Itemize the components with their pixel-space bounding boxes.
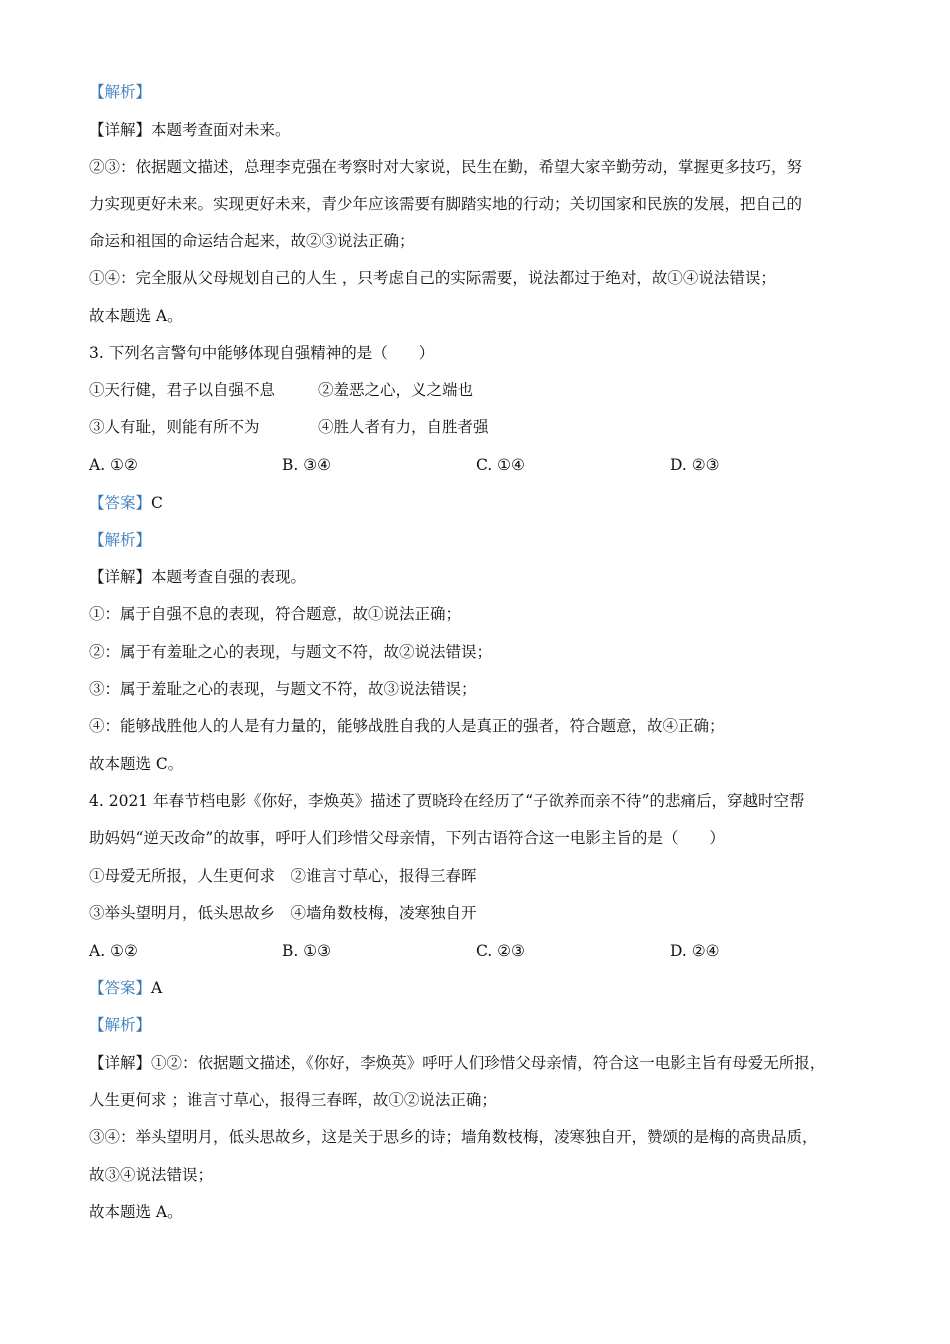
explanation-line: ①：属于自强不息的表现，符合题意，故①说法正确； <box>89 605 462 623</box>
explanation-line: 力实现更好未来。实现更好未来，青少年应该需要有脚踏实地的行动；关切国家和民族的发展，把自己的 <box>89 195 803 213</box>
analysis-tag: 【解析】 <box>89 83 152 101</box>
option-a: A. ①② <box>89 456 138 474</box>
statement-item: ③人有耻，则能有所不为 <box>89 418 260 436</box>
answer-tag: 【答案】 <box>89 494 152 512</box>
option-d: D. ②④ <box>670 942 720 960</box>
detail-line: 【详解】本题考查自强的表现。 <box>89 568 307 586</box>
detail-line: 【详解】本题考查面对未来。 <box>89 121 291 139</box>
explanation-line: ④：能够战胜他人的人是有力量的，能够战胜自我的人是真正的强者，符合题意，故④正确； <box>89 717 725 735</box>
option-a: A. ①② <box>89 942 138 960</box>
answer-value: C <box>151 494 163 512</box>
explanation-line: 故③④说法错误； <box>89 1166 214 1184</box>
analysis-tag: 【解析】 <box>89 1016 152 1034</box>
answer-line <box>89 493 163 513</box>
answer-value: A <box>151 979 163 997</box>
option-c: C. ①④ <box>476 456 525 474</box>
explanation-line: 命运和祖国的命运结合起来，故②③说法正确； <box>89 232 415 250</box>
analysis-tag: 【解析】 <box>89 531 152 549</box>
question-4-stem: 助妈妈“逆天改命”的故事，呼吁人们珍惜父母亲情，下列古语符合这一电影主旨的是（ ） <box>89 829 725 847</box>
option-d: D. ②③ <box>670 456 720 474</box>
answer-tag: 【答案】 <box>89 979 152 997</box>
explanation-line: ③④：举头望明月，低头思故乡，这是关于思乡的诗；墙角数枝梅，凌寒独自开，赞颂的是梅的高贵品质， <box>89 1128 818 1146</box>
explanation-line: ③：属于羞耻之心的表现，与题文不符，故③说法错误； <box>89 680 477 698</box>
conclusion-line: 故本题选 A。 <box>89 307 183 325</box>
statement-items: ①母爱无所报，人生更何求 ②谁言寸草心，报得三春晖 <box>89 867 477 885</box>
explanation-line: 人生更何求 ；谁言寸草心，报得三春晖，故①②说法正确； <box>89 1091 497 1109</box>
conclusion-line: 故本题选 A。 <box>89 1203 183 1221</box>
statement-items: ③举头望明月，低头思故乡 ④墙角数枝梅，凌寒独自开 <box>89 904 477 922</box>
question-4-stem: 4. 2021 年春节档电影《你好，李焕英》描述了贾晓玲在经历了“子欲养而亲不待”的悲痛后，穿越时空帮 <box>89 792 805 810</box>
statement-item: ④胜人者有力，自胜者强 <box>318 418 489 436</box>
statement-item: ①天行健，君子以自强不息 <box>89 381 276 399</box>
explanation-line: ②③：依据题文描述，总理李克强在考察时对大家说，民生在勤，希望大家辛勤劳动，掌握更多技巧，努 <box>89 158 803 176</box>
option-b: B. ①③ <box>282 942 332 960</box>
question-3-stem: 3. 下列名言警句中能够体现自强精神的是（ ） <box>89 344 435 362</box>
explanation-line: ①④：完全服从父母规划自己的人生 ，只考虑自己的实际需要，说法都过于绝对，故①④说法错误； <box>89 269 776 287</box>
detail-line: 【详解】①②：依据题文描述，《你好，李焕英》呼吁人们珍惜父母亲情，符合这一电影主旨有母爱无所报， <box>89 1054 826 1072</box>
option-c: C. ②③ <box>476 942 525 960</box>
answer-line <box>89 978 162 998</box>
statement-item: ②羞恶之心，义之端也 <box>318 381 474 399</box>
explanation-line: ②：属于有羞耻之心的表现，与题文不符，故②说法错误； <box>89 643 493 661</box>
option-b: B. ③④ <box>282 456 332 474</box>
conclusion-line: 故本题选 C。 <box>89 755 184 773</box>
